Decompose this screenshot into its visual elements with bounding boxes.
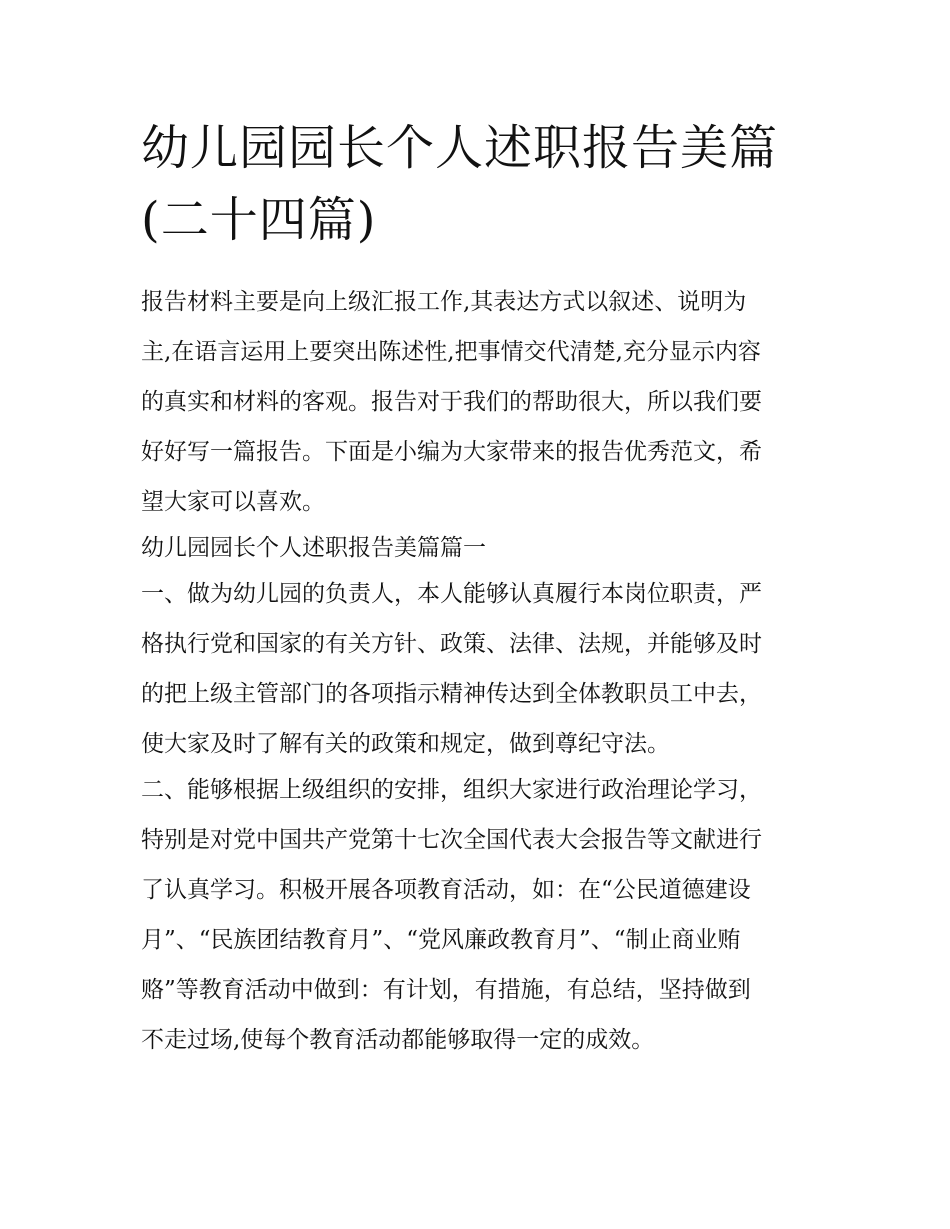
- paragraph-line: 月”、“民族团结教育月”、“党风廉政教育月”、“制止商业贿: [141, 927, 741, 953]
- title-line-1: 幼儿园园长个人述职报告美篇: [141, 120, 779, 176]
- intro-line: 主,在语言运用上要突出陈述性,把事情交代清楚,充分显示内容: [141, 339, 761, 365]
- paragraph-line: 特别是对党中国共产党第十七次全国代表大会报告等文献进行: [141, 827, 762, 853]
- paragraph-two: [141, 770, 821, 1060]
- intro-line: 报告材料主要是向上级汇报工作,其表达方式以叙述、说明为: [141, 289, 747, 315]
- document-title: [141, 112, 831, 256]
- paragraph-line: 不走过场,使每个教育活动都能够取得一定的成效。: [141, 1027, 655, 1053]
- paragraph-line: 一、做为幼儿园的负责人，本人能够认真履行本岗位职责，严: [141, 581, 762, 607]
- intro-paragraph: [141, 282, 821, 522]
- document-body: [141, 282, 821, 1060]
- section-heading: 幼儿园园长个人述职报告美篇篇一: [141, 535, 486, 561]
- intro-line: 望大家可以喜欢。: [141, 489, 325, 515]
- paragraph-line: 二、能够根据上级组织的安排，组织大家进行政治理论学习，: [141, 777, 762, 803]
- intro-line: 的真实和材料的客观。报告对于我们的帮助很大，所以我们要: [141, 389, 762, 415]
- title-line-2: (二十四篇): [141, 192, 377, 248]
- paragraph-line: 的把上级主管部门的各项指示精神传达到全体教职员工中去，: [141, 681, 762, 707]
- paragraph-line: 了认真学习。积极开展各项教育活动，如：在“公民道德建设: [141, 877, 751, 903]
- paragraph-one: [141, 574, 821, 764]
- paragraph-line: 使大家及时了解有关的政策和规定，做到尊纪守法。: [141, 731, 670, 757]
- paragraph-line: 赂”等教育活动中做到：有计划，有措施，有总结，坚持做到: [141, 977, 751, 1003]
- paragraph-line: 格执行党和国家的有关方针、政策、法律、法规，并能够及时: [141, 631, 762, 657]
- intro-line: 好好写一篇报告。下面是小编为大家带来的报告优秀范文，希: [141, 439, 762, 465]
